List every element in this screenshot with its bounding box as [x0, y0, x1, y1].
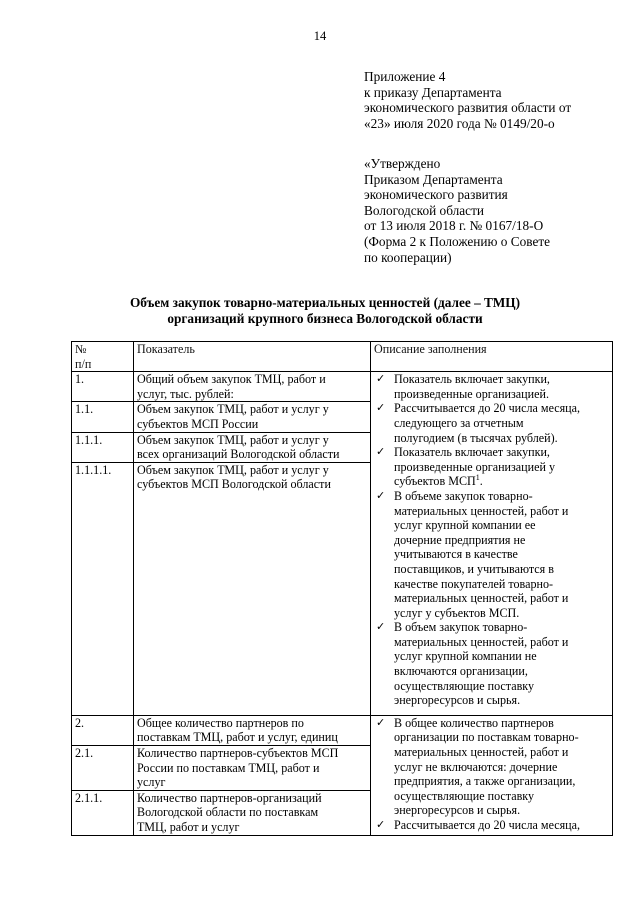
approval-line: Вологодской области: [364, 202, 485, 218]
header-description: Описание заполнения: [371, 342, 613, 372]
row-number: 1.1.1.1.: [72, 462, 134, 715]
list-item: [374, 401, 612, 445]
indicator-line: всех организаций Вологодской области: [137, 447, 340, 462]
approval-line: экономического развития: [364, 187, 508, 203]
description-line: услуг крупной компании ее: [394, 518, 536, 533]
header-num-sub: п/п: [75, 356, 92, 371]
indicator-line: Количество партнеров-организаций: [137, 790, 322, 805]
document-title: [60, 295, 590, 327]
list-item: [374, 620, 612, 708]
indicator-line: субъектов МСП Вологодской области: [137, 477, 331, 492]
appendix-line: Приложение 4: [364, 69, 446, 84]
description-line: осуществляющие поставку: [394, 678, 535, 693]
row-number: 2.1.1.: [72, 790, 134, 835]
description-line: включаются организации,: [394, 664, 528, 679]
check-mark-icon: ✓: [376, 445, 386, 459]
approval-line: Приказом Департамента: [364, 171, 503, 187]
approval-line: «Утверждено: [364, 156, 441, 171]
row-indicator: [134, 432, 371, 462]
description-line: В общее количество партнеров: [394, 715, 554, 730]
description-line: энергоресурсов и сырья.: [394, 803, 521, 818]
description-line: осуществляющие поставку: [394, 788, 535, 803]
table-row: [72, 372, 613, 402]
approval-block: [364, 156, 624, 265]
indicator-line: Объем закупок ТМЦ, работ и услуг у: [137, 402, 329, 417]
description-line: услуг у субъектов МСП.: [394, 605, 520, 620]
approval-line: от 13 июля 2018 г. № 0167/18-О: [364, 218, 544, 234]
description-line: дочерние предприятия не: [394, 532, 526, 547]
description-line: энергоресурсов и сырья.: [394, 693, 521, 708]
description-line: Рассчитывается до 20 числа месяца,: [394, 817, 581, 832]
description-line: Показатель включает закупки,: [394, 372, 550, 387]
row-indicator: [134, 790, 371, 835]
header-num-cell: [72, 342, 134, 372]
description-line: качестве покупателей товарно-: [394, 576, 554, 591]
indicator-line: Вологодской области по поставкам: [137, 805, 319, 820]
title-line: организаций крупного бизнеса Вологодской области: [167, 310, 483, 326]
indicator-line: Общее количество партнеров по: [137, 715, 304, 730]
row-indicator: [134, 715, 371, 745]
row-number: 1.: [72, 372, 134, 402]
indicator-line: субъектов МСП России: [137, 416, 259, 431]
description-line: учитываются в качестве: [394, 547, 518, 562]
check-mark-icon: ✓: [376, 401, 386, 415]
list-item: [374, 716, 612, 818]
indicator-line: услуг: [137, 775, 166, 790]
purchases-table: [71, 341, 613, 836]
description-cell: [371, 715, 613, 835]
description-line: материальных ценностей, работ и: [394, 591, 569, 606]
description-line: полугодием (в тысячах рублей).: [394, 430, 558, 445]
approval-line: по кооперации): [364, 249, 452, 265]
footnote-marker: 1: [475, 473, 480, 483]
row-indicator: [134, 402, 371, 432]
header-num: №: [75, 342, 87, 356]
row-number: 2.1.: [72, 745, 134, 790]
indicator-line: услуг, тыс. рублей:: [137, 386, 234, 401]
description-line: произведенные организацией у: [394, 459, 556, 474]
check-mark-icon: ✓: [376, 817, 386, 831]
indicator-line: России по поставкам ТМЦ, работ и: [137, 760, 320, 775]
description-line: Рассчитывается до 20 числа месяца,: [394, 401, 581, 416]
description-line: субъектов МСП: [394, 474, 476, 489]
check-mark-icon: ✓: [376, 372, 386, 386]
row-indicator: [134, 745, 371, 790]
list-item: [374, 818, 612, 833]
description-line: В объем закупок товарно-: [394, 620, 528, 635]
indicator-line: Объем закупок ТМЦ, работ и услуг у: [137, 462, 329, 477]
description-line: материальных ценностей, работ и: [394, 634, 569, 649]
indicator-line: ТМЦ, работ и услуг: [137, 819, 240, 834]
row-number: 2.: [72, 715, 134, 745]
description-line: материальных ценностей, работ и: [394, 503, 569, 518]
page-number: 14: [313, 29, 327, 43]
appendix-line: к приказу Департамента: [364, 84, 502, 100]
indicator-line: Объем закупок ТМЦ, работ и услуг у: [137, 432, 329, 447]
header-indicator: Показатель: [134, 342, 371, 372]
title-line: Объем закупок товарно-материальных ценностей (далее – ТМЦ): [129, 295, 521, 310]
description-list: [374, 716, 612, 833]
description-line-with-footnote: субъектов МСП$^1$.: [394, 473, 483, 489]
indicator-line: Общий объем закупок ТМЦ, работ и: [137, 372, 326, 387]
description-line: Показатель включает закупки,: [394, 445, 550, 460]
check-mark-icon: ✓: [376, 620, 386, 634]
list-item: [374, 445, 612, 489]
appendix-block: [364, 69, 624, 131]
check-mark-icon: ✓: [376, 488, 386, 502]
description-line: произведенные организацией.: [394, 386, 549, 401]
row-indicator: [134, 372, 371, 402]
list-item: [374, 372, 612, 401]
approval-line: (Форма 2 к Положению о Совете: [364, 233, 551, 249]
check-mark-icon: ✓: [376, 715, 386, 729]
appendix-line: «23» июля 2020 года № 0149/20-о: [364, 115, 555, 131]
description-cell: [371, 372, 613, 716]
description-line: организации по поставкам товарно-: [394, 730, 579, 745]
list-item: [374, 489, 612, 620]
row-indicator: [134, 462, 371, 715]
description-line: следующего за отчетным: [394, 415, 524, 430]
description-line: материальных ценностей, работ и: [394, 744, 569, 759]
appendix-line: экономического развития области от: [364, 100, 572, 116]
description-line: В объеме закупок товарно-: [394, 488, 533, 503]
description-list: [374, 372, 612, 708]
description-line: услуг не включаются: дочерние: [394, 759, 558, 774]
description-line: предприятия, а также организации,: [394, 774, 576, 789]
indicator-line: Количество партнеров-субъектов МСП: [137, 745, 339, 760]
table-header-row: [72, 342, 613, 372]
row-number: 1.1.1.: [72, 432, 134, 462]
description-line: поставщиков, и учитываются в: [394, 561, 554, 576]
table-row: [72, 715, 613, 745]
indicator-line: поставкам ТМЦ, работ и услуг, единиц: [137, 730, 338, 745]
row-number: 1.1.: [72, 402, 134, 432]
description-line: услуг крупной компании не: [394, 649, 537, 664]
